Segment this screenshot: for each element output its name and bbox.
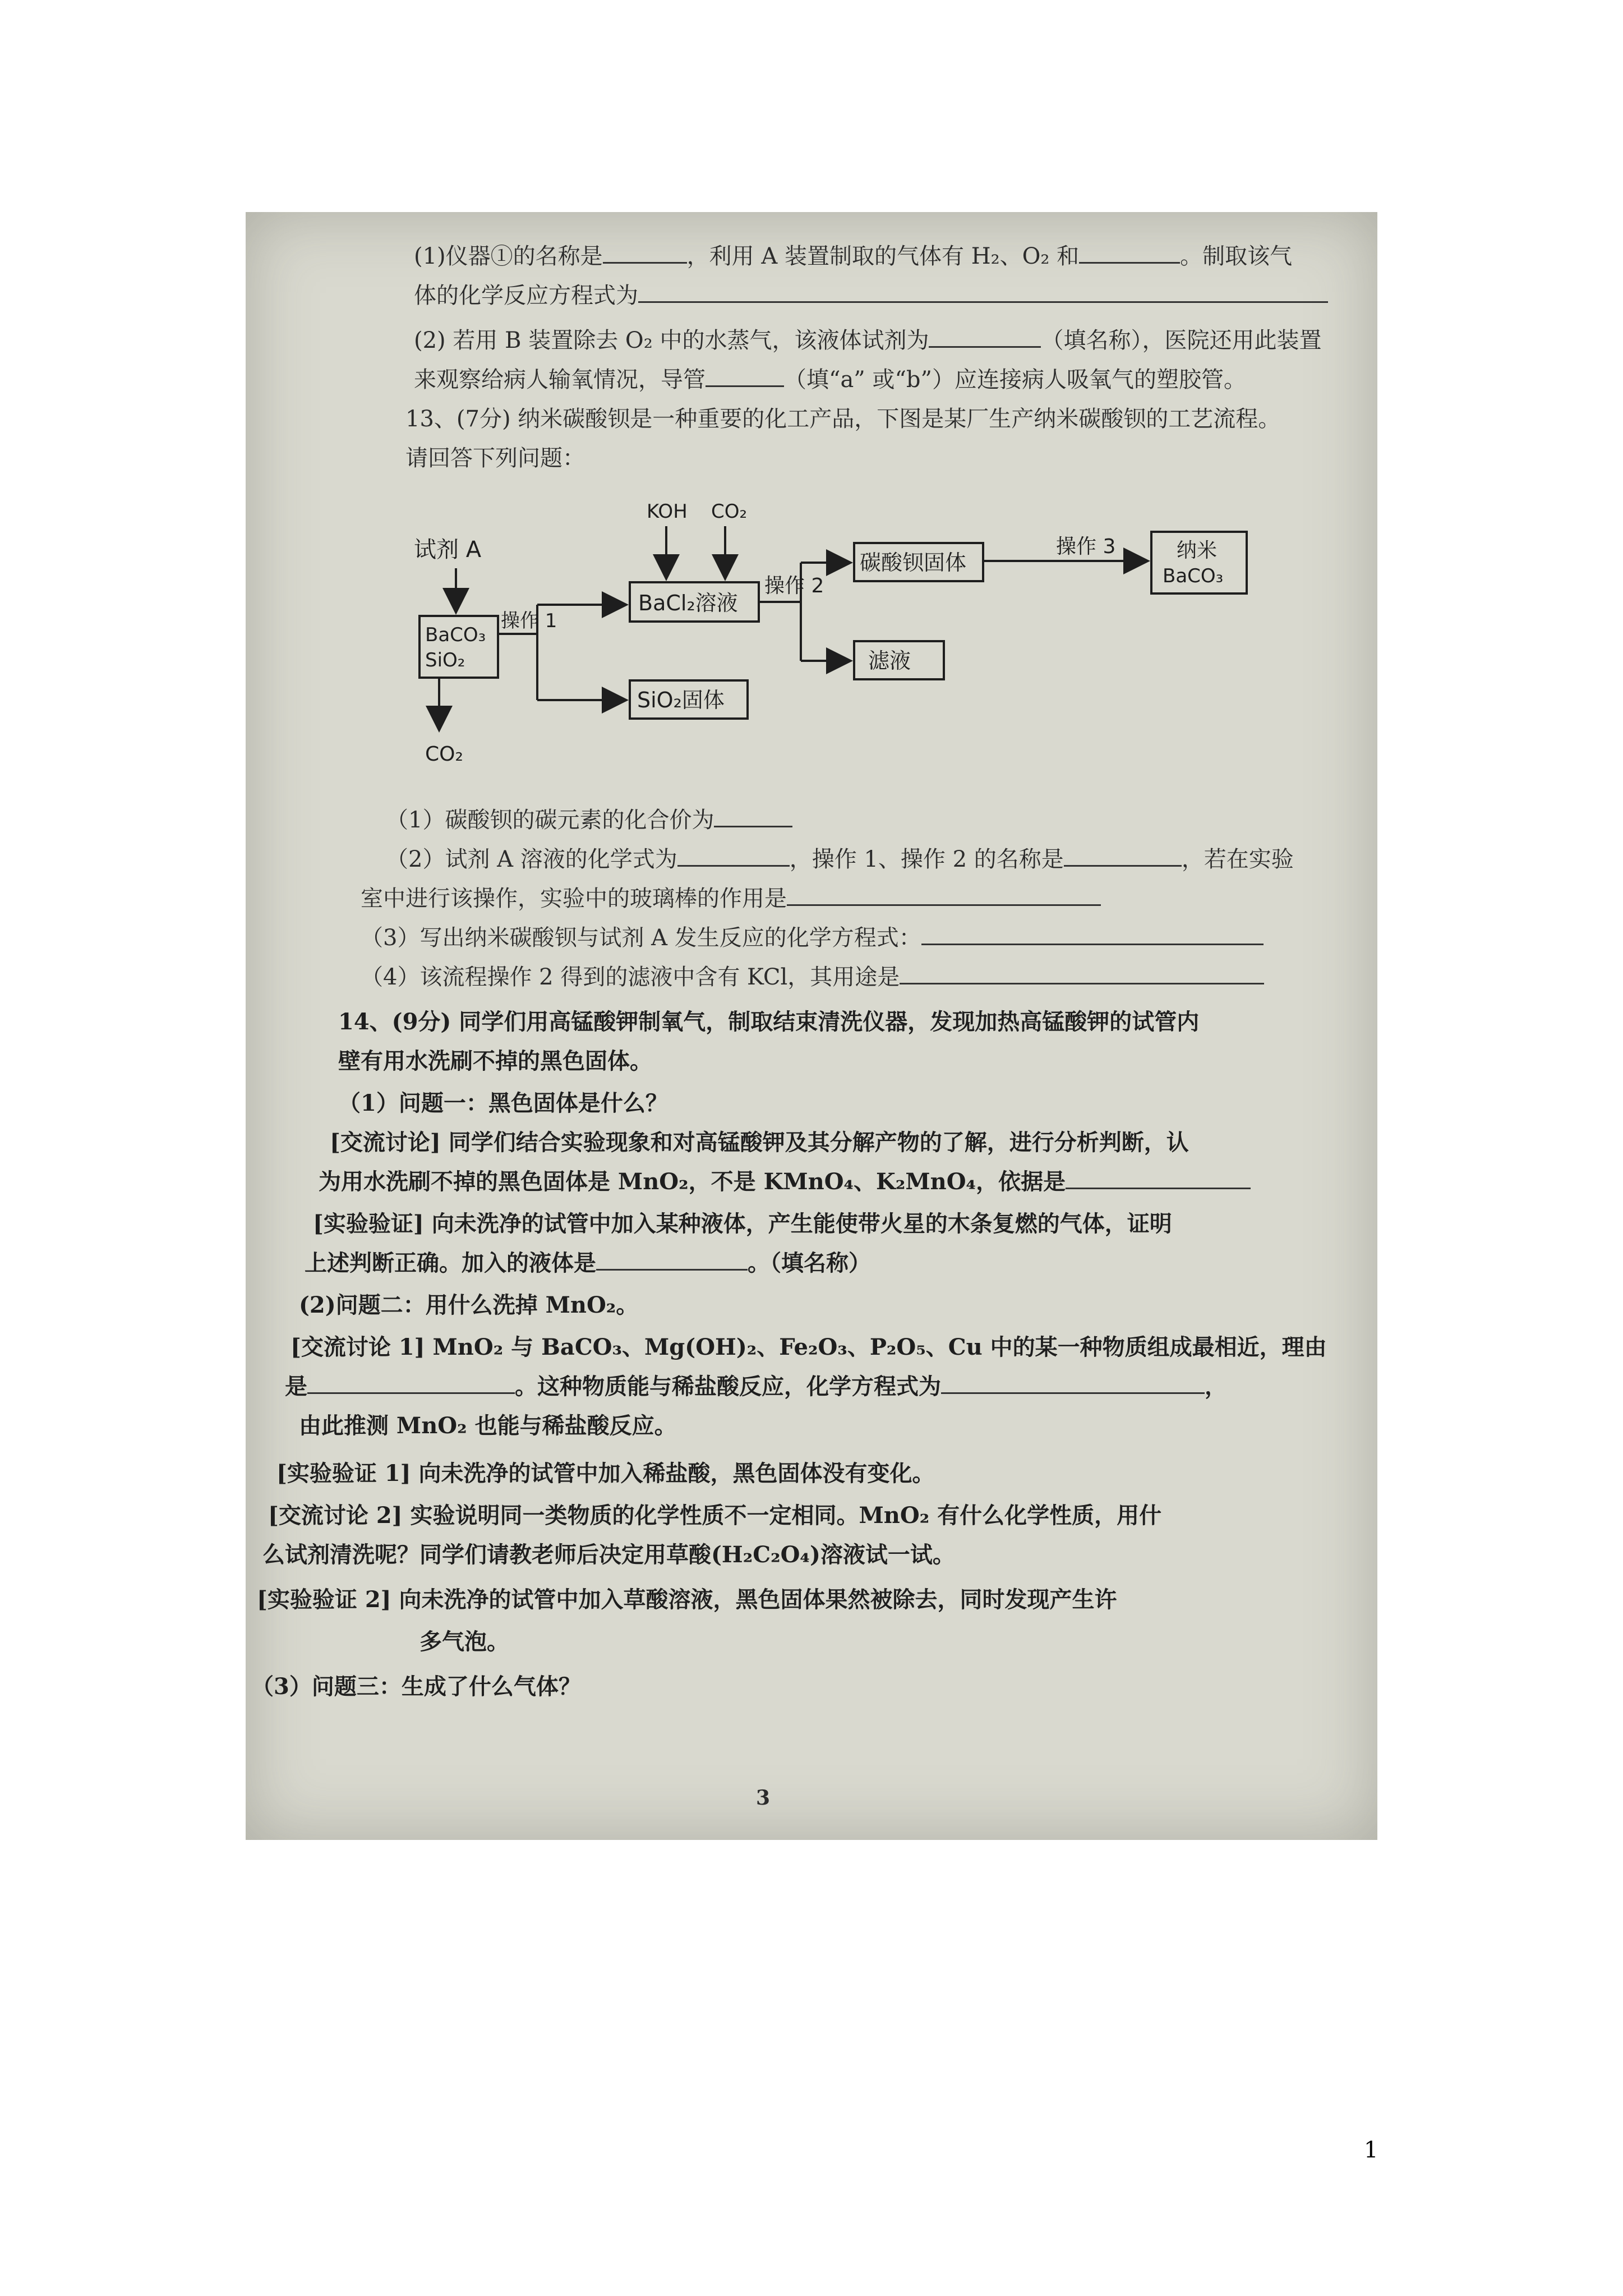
filtrate-label: 滤液 — [868, 648, 911, 673]
flow-diagram-right — [983, 526, 1252, 605]
text-segment: 来观察给病人输氧情况，导管 — [414, 367, 706, 393]
text-line — [414, 327, 1321, 354]
answer-blank[interactable] — [900, 964, 1264, 984]
text-line — [313, 1211, 1172, 1237]
page-number: 1 — [1364, 2137, 1378, 2163]
text-segment: （2）试剂 A 溶液的化学式为 — [386, 846, 677, 872]
text-segment: 多气泡。 — [419, 1628, 509, 1655]
text-line — [276, 1460, 935, 1487]
op2-label: 操作 2 — [764, 574, 824, 597]
text-segment: 是 — [285, 1373, 307, 1400]
text-line — [251, 1673, 581, 1700]
text-line — [338, 1048, 652, 1075]
text-segment: 。这种物质能与稀盐酸反应，化学方程式为 — [515, 1373, 941, 1400]
text-segment: 壁有用水洗刷不掉的黑色固体。 — [338, 1048, 652, 1074]
text-segment: ，操作 1、操作 2 的名称是 — [789, 846, 1064, 872]
text-line — [257, 1586, 1117, 1613]
flow-diagram — [391, 493, 1008, 784]
text-segment: 么试剂清洗呢？同学们请教老师后决定用草酸(H₂C₂O₄)溶液试一试。 — [262, 1542, 955, 1568]
answer-blank[interactable] — [1079, 243, 1180, 264]
text-line — [414, 243, 1292, 270]
answer-blank[interactable] — [929, 327, 1041, 348]
text-segment: (2)问题二：用什么洗掉 MnO₂。 — [299, 1292, 639, 1318]
reagent-a-label: 试剂 A — [414, 537, 482, 563]
text-line — [319, 1168, 1251, 1195]
answer-blank[interactable] — [677, 846, 790, 867]
text-line — [285, 1373, 1227, 1400]
text-line — [361, 885, 1101, 912]
text-line — [386, 846, 1294, 873]
nano-baco3-line1: 纳米 — [1177, 539, 1218, 562]
text-segment: [交流讨论 2] 实验说明同一类物质的化学性质不一定相同。MnO₂ 有什么化学性质，用什 — [268, 1502, 1162, 1529]
answer-blank[interactable] — [603, 243, 687, 264]
text-segment: 请回答下列问题： — [405, 445, 585, 471]
text-segment: [实验验证] 向未洗净的试管中加入某种液体，产生能使带火星的木条复燃的气体，证明 — [313, 1211, 1172, 1237]
answer-blank[interactable] — [714, 807, 792, 827]
op3-label: 操作 3 — [1056, 535, 1116, 558]
photo-page-number: 3 — [756, 1786, 771, 1810]
co2-in-label: CO₂ — [711, 500, 748, 523]
op1-label: 操作 1 — [501, 610, 557, 632]
text-line — [419, 1628, 509, 1655]
text-line — [299, 1292, 638, 1319]
text-line — [405, 445, 585, 472]
answer-blank[interactable] — [307, 1373, 515, 1394]
text-line — [361, 964, 1264, 991]
text-segment: (2) 若用 B 装置除去 O₂ 中的水蒸气，该液体试剂为 — [414, 328, 929, 353]
text-segment: [实验验证 2] 向未洗净的试管中加入草酸溶液，黑色固体果然被除去，同时发现产生许 — [257, 1586, 1117, 1613]
text-segment: 体的化学反应方程式为 — [414, 283, 638, 309]
text-segment: （1）问题一：黑色固体是什么？ — [338, 1090, 668, 1116]
text-line — [338, 1009, 1199, 1036]
text-line — [299, 1412, 677, 1439]
text-line — [338, 1090, 668, 1117]
text-line — [330, 1129, 1189, 1156]
text-segment: 14、(9分) 同学们用高锰酸钾制氧气，制取结束清洗仪器，发现加热高锰酸钾的试管内 — [338, 1009, 1200, 1035]
answer-blank[interactable] — [941, 1373, 1205, 1394]
text-line — [361, 924, 1264, 951]
text-segment: 室中进行该操作，实验中的玻璃棒的作用是 — [361, 886, 787, 912]
text-segment: 。制取该气 — [1180, 243, 1293, 269]
text-segment: ， — [1205, 1373, 1227, 1400]
text-line — [414, 366, 1246, 393]
text-segment: （3）问题三：生成了什么气体？ — [251, 1673, 581, 1700]
text-segment: [交流讨论 1] MnO₂ 与 BaCO₃、Mg(OH)₂、Fe₂O₃、P₂O₅、Cu 中的某一种物质组成最相近，理由 — [291, 1334, 1327, 1360]
raw-mixture-sio2: SiO₂ — [425, 649, 465, 671]
text-segment: （4）该流程操作 2 得到的滤液中含有 KCl，其用途是 — [361, 964, 900, 990]
text-segment: 上述判断正确。加入的液体是 — [305, 1250, 596, 1276]
text-line — [386, 807, 792, 834]
answer-blank[interactable] — [706, 366, 784, 387]
text-line — [405, 406, 1280, 432]
photographed-page — [246, 212, 1377, 1840]
text-segment: 13、(7分) 纳米碳酸钡是一种重要的化工产品，下图是某厂生产纳米碳酸钡的工艺流程。 — [405, 406, 1281, 432]
sio2-solid-label: SiO₂固体 — [637, 688, 725, 712]
text-segment: (1)仪器①的名称是 — [414, 243, 603, 269]
answer-blank[interactable] — [638, 282, 1328, 303]
answer-blank[interactable] — [596, 1250, 748, 1271]
text-segment: （1）碳酸钡的碳元素的化合价为 — [386, 807, 714, 833]
text-line — [262, 1542, 955, 1568]
text-segment: （填名称），医院还用此装置 — [1041, 328, 1322, 353]
text-line — [291, 1334, 1327, 1361]
raw-mixture-baco3: BaCO₃ — [425, 624, 486, 646]
text-line — [414, 282, 1328, 309]
text-line — [268, 1502, 1161, 1529]
answer-blank[interactable] — [1064, 846, 1182, 867]
text-segment: [交流讨论] 同学们结合实验现象和对高锰酸钾及其分解产物的了解，进行分析判断，认 — [330, 1129, 1189, 1156]
text-segment: 。（填名称） — [748, 1250, 871, 1276]
text-segment: ，若在实验 — [1181, 846, 1294, 872]
text-segment: [实验验证 1] 向未洗净的试管中加入稀盐酸，黑色固体没有变化。 — [276, 1460, 935, 1487]
text-segment: （填“a” 或“b”）应连接病人吸氧气的塑胶管。 — [784, 367, 1246, 393]
koh-label: KOH — [647, 500, 688, 523]
text-line — [305, 1250, 871, 1277]
answer-blank[interactable] — [1066, 1168, 1251, 1189]
text-segment: ，利用 A 装置制取的气体有 H₂、O₂ 和 — [686, 243, 1080, 269]
bacl2-solution-label: BaCl₂溶液 — [638, 591, 738, 615]
answer-blank[interactable] — [787, 885, 1101, 906]
baco3-solid-label: 碳酸钡固体 — [860, 550, 967, 575]
text-segment: 由此推测 MnO₂ 也能与稀盐酸反应。 — [299, 1412, 677, 1439]
nano-baco3-line2: BaCO₃ — [1163, 565, 1224, 587]
answer-blank[interactable] — [921, 924, 1264, 945]
text-segment: 为用水洗刷不掉的黑色固体是 MnO₂，不是 KMnO₄、K₂MnO₄，依据是 — [319, 1168, 1066, 1195]
co2-out-label: CO₂ — [425, 743, 463, 766]
text-segment: （3）写出纳米碳酸钡与试剂 A 发生反应的化学方程式： — [361, 925, 921, 951]
